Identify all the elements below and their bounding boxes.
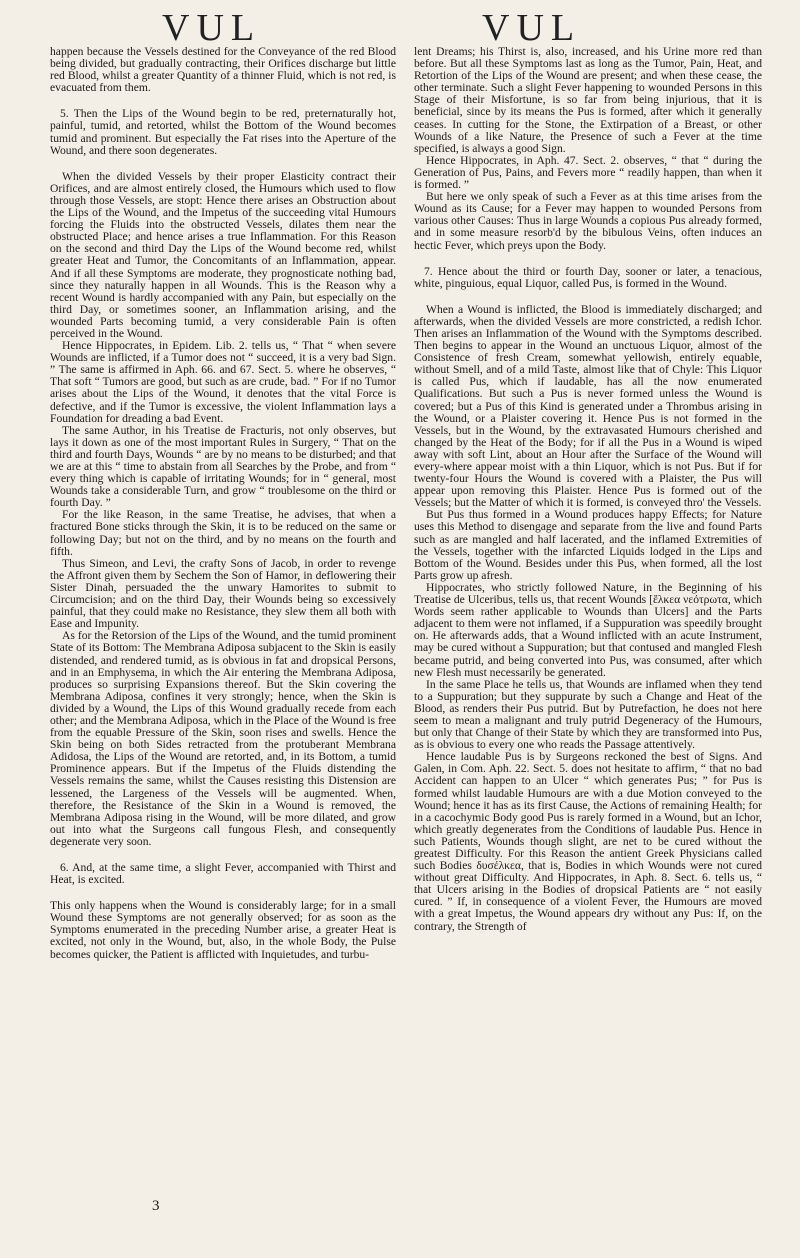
paragraph: Hippocrates, who strictly followed Nature, in the Beginning of his Treatise de Ulceribus, tells us, that recent Wounds [ἕλκεα νεότρωτα, which Words seem rather applicable to Wounds than Ulcers] and the Parts adjacent to them were not inflamed, if a Suppuration was speedily brought on. He afterwards adds, that a Wound inflicted with an acute Instrument, may be cured without a Suppuration; but that contused and mangled Flesh became putrid, and being converted into Pus, was consumed, after which new Flesh must necessarily be generated. (414, 580, 762, 679)
paragraph: This only happens when the Wound is considerably large; for in a small Wound these Symptoms are not generally observed; for as soon as the Symptoms enumerated in the preceding Number arise, a greater Heat is excited, not only in the Wound, but, also, in the whole Body, the Pulse becomes quicker, the Patient is afflicted with Inquietudes, and turbu- (50, 899, 396, 961)
left-column (50, 46, 396, 1206)
paragraph: When a Wound is inflicted, the Blood is immediately discharged; and afterwards, when the divided Vessels are more constricted, a redish Ichor. Then arises an Inflammation of the Wound with the Symptoms described. Then begins to appear in the Wound an unctuous Liquor, almost of the Consistence of fresh Cream, somewhat yellowish, entirely equable, without Smell, and of a mild Taste, almost like that of Chyle: This Liquor is called Pus, which if laudable, has all the now enumerated Qualifications. But such a Pus is never formed unless the Wound is covered; but a Pus of this Kind is generated under a Thrombus arising in the Wound, or a Plaister covering it. Hence Pus is not formed in the Vessels, but in the Wound, by the extravasated Humours cherished and changed by the Heat of the Body; for if all the Pus in a Wound is wiped away with soft Lint, about an Hour after the Surface of the Wound will every-where appear moist with a thin Liquor, which is not Pus. But if for twenty-four Hours the Wound is covered with a Plaister, the Pus will appear upon removing this Plaister. Hence Pus is formed out of the Vessels; but the Matter of which it is formed, is conveyed thro' the Vessels. (414, 302, 762, 510)
right-column (414, 46, 762, 1206)
page-number: 3 (152, 1198, 160, 1214)
numbered-heading: 6. And, at the same time, a slight Fever, accompanied with Thirst and Heat, is excited. (50, 861, 396, 887)
paragraph: Thus Simeon, and Levi, the crafty Sons of Jacob, in order to revenge the Affront given them by Sechem the Son of Hamor, in deflowering their Sister Dinah, persuaded the the unwary Hamorites to submit to Circumcision; and on the third Day, their Wounds being so excessively painful, that they could make no Resistance, they slew them all both with Ease and Impunity. (50, 556, 396, 631)
numbered-heading: 5. Then the Lips of the Wound begin to be red, preternaturally hot, painful, tumid, and retorted, whilst the Bottom of the Wound becomes tumid and prominent. But especially the Fat rises into the Aperture of the Wound, and there soon degenerates. (50, 107, 396, 157)
paragraph: As for the Retorsion of the Lips of the Wound, and the tumid prominent State of its Bottom: The Membrana Adiposa subjacent to the Skin is easily distended, and rendered tumid, as is obvious in fat and dropsical Persons, and in an Emphysema, in which the Air entering the Membrana Adiposa, produces so surprising Expansions thereof. But the Skin covering the Membrana Adiposa, confines it very strongly; hence, when the Skin is divided by a Wound, the Lips of this Wound gradually recede from each other; and the Membrana Adiposa, which in the Place of the Wound is free from the equable Pressure of the Skin, soon rises and swells. Hence the Skin being on both Sides retracted from the protuberant Membrana Adidosa, the Lips of the Wound are retorted, and, in its Bottom, a tumid Prominence appears. But if the Impetus of the Fluids distending the Vessels remains the same, whilst the Causes resisting this Distension are lessened, the Largeness of the Vessels will be augmented. When, therefore, the Resistance of the Skin in a Wound is removed, the Membrana Adiposa rising in the Wound, will be more dilated, and grow out into what the Surgeons call fungous Flesh, and consequently degenerate very soon. (50, 629, 396, 848)
paragraph: When the divided Vessels by their proper Elasticity contract their Orifices, and are almost entirely closed, the Humours which used to flow through those Vessels, are stopt: Hence there arises an Obstruction about the Lips of the Wound, and the Impetus of the succeeding vital Humours forcing the Fluids into the obstructed Vessels, dilates them near the obstructed Place; and hence arises a true Inflammation. For this Reason on the second and third Day the Lips of the Wound become red, whilst greater Heat and Tumor, the Concomitants of an Inflammation, appear. And if all these Symptoms are moderate, they prognosticate nothing bad, since they naturally happen in all Wounds. This is the Reason why a recent Wound is hardly accompanied with any Pain, but especially on the third Day, or sometimes sooner, an Inflammation arising, and the wounded Parts becoming tumid, a very considerable Pain is often perceived in the Wound. (50, 169, 396, 340)
paragraph: happen because the Vessels destined for the Conveyance of the red Blood being divided, but gradually contracting, their Orifices discharge but little red Blood, whilst a greater Quantity of a thinner Fluid, which is not red, is evacuated from them. (50, 46, 396, 95)
running-head-right: VUL (482, 7, 582, 49)
paragraph: lent Dreams; his Thirst is, also, increased, and his Urine more red than before. But all these Symptoms last as long as the Tumor, Pain, Heat, and Retortion of the Lips of the Wound are present; and when these cease, the other terminate. Such a slight Fever happening to wounded Persons in this Stage of their Misfortune, is so far from being injurious, that it is beneficial, since by its means the Pus is formed, after which it generally ceases. In cutting for the Stone, the Extirpation of a Breast, or other Wounds of a like Nature, the Presence of such a Fever at the time specified, is always a good Sign. (414, 46, 762, 155)
paragraph: But Pus thus formed in a Wound produces happy Effects; for Nature uses this Method to disengage and separate from the live and found Parts such as are mangled and half lacerated, and the inflamed Extremities of the Vessels, together with the infarcted Liquids lodged in the Lips and Bottom of the Wound. Besides under this Pus, when formed, all the lost Parts grow up afresh. (414, 508, 762, 582)
paragraph: Hence laudable Pus is by Surgeons reckoned the best of Signs. And Galen, in Com. Aph. 22. Sect. 5. does not hesitate to affirm, “ that no bad Accident can happen to an Ulcer “ which generates Pus; ” for Pus is formed whilst laudable Humours are with a due Motion conveyed to the Wound; hence it has as its first Cause, the Actions of remaining Health; for in a cacochymic Body good Pus is rarely formed in a Wound, but an Ichor, which greatly degenerates from the Conditions of laudable Pus. Hence in such Patients, Wounds though slight, are net to be cured without the greatest Difficulty. For this Reason the antient Greek Physicians called such Bodies δυσέλκεα, that is, Bodies in which Wounds were not cured without great Difficulty. And Hippocrates, in Aph. 8. Sect. 6. tells us, “ that Ulcers arising in the Bodies of dropsical Patients are “ not easily cured. ” If, in consequence of a violent Fever, the Humours are moved with a great Impetus, the Wound appears dry without any Pus: If, on the contrary, the Strength of (414, 750, 762, 933)
paragraph: Hence Hippocrates, in Aph. 47. Sect. 2. observes, “ that “ during the Generation of Pus, Pains, and Fevers more “ readily happen, than when it is formed. ” (414, 153, 762, 192)
paragraph: But here we only speak of such a Fever as at this time arises from the Wound as its Cause; for a Fever may happen to wounded Persons from various other Causes: Thus in large Wounds a copious Pus already formed, and in some measure resorb'd by the bibulous Veins, often induces an hectic Fever, which preys upon the Body. (414, 190, 762, 252)
paragraph: In the same Place he tells us, that Wounds are inflamed when they tend to a Suppuration; but they suppurate by such a Change and Heat of the Blood, as renders their Pus putrid. But by Putrefaction, he does not here seem to mean a malignant and truly putrid Degeneracy of the Humours, but only that Change of their State by which they are transformed into Pus, as is obvious to every one who reads the Passage attentively. (414, 677, 762, 752)
paragraph: The same Author, in his Treatise de Fracturis, not only observes, but lays it down as one of the most important Rules in Surgery, “ That on the third and fourth Days, Wounds “ are by no means to be disturbed; and that we are at this “ time to abstain from all Searches by the Probe, and from “ every thing which is capable of irritating Wounds; for in “ general, most Wounds take a considerable Turn, and grow “ troublesome on the third or fourth Day. ” (50, 423, 396, 510)
paragraph: For the like Reason, in the same Treatise, he advises, that when a fractured Bone sticks through the Skin, it is to be reduced on the same or following Day; but not on the third, and by no means on the fourth and fifth. (50, 508, 396, 558)
running-head-left: VUL (162, 7, 262, 49)
numbered-heading: 7. Hence about the third or fourth Day, sooner or later, a tenacious, white, pinguious, equal Liquor, called Pus, is formed in the Wound. (414, 264, 762, 290)
paragraph: Hence Hippocrates, in Epidem. Lib. 2. tells us, “ That “ when severe Wounds are inflicted, if a Tumor does not “ succeed, it is a very bad Sign. ” The same is affirmed in Aph. 66. and 67. Sect. 5. where he observes, “ That soft “ Tumors are good, but such as are crude, bad. ” For if no Tumor arises about the Lips of the Wound, it denotes that the vital Force is defective, and if the Tumor is excessive, the violent Inflammation lays a Foundation for dreading a bad Event. (50, 339, 396, 425)
